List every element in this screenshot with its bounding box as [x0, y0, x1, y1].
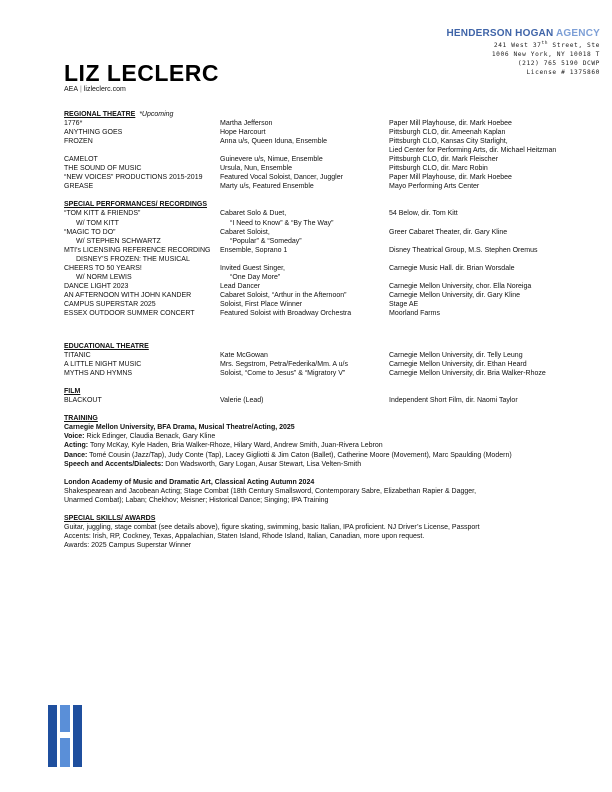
logo-mid-top [60, 705, 70, 732]
table-row [64, 146, 592, 155]
credit-venue: Paper Mill Playhouse, dir. Mark Hoebee [389, 120, 512, 128]
agency-address-sup: th [541, 41, 549, 46]
skills-title: SPECIAL SKILLS/ AWARDS [64, 514, 156, 522]
section-gap [64, 378, 592, 387]
regional-title: REGIONAL THEATRE [64, 111, 136, 118]
table-row [64, 255, 592, 264]
credit-role: Kate McGowan [220, 352, 268, 360]
table-row [64, 128, 592, 137]
regional-note: *Upcoming [139, 111, 174, 118]
credit-role: Invited Guest Singer, [220, 264, 285, 272]
agency-name [447, 28, 601, 39]
credit-role: Featured Vocal Soloist, Dancer, Juggler [220, 174, 343, 182]
training-acting [64, 441, 592, 450]
credit-show: THE SOUND OF MUSIC [64, 165, 142, 173]
table-row [64, 173, 592, 182]
table-row [64, 237, 592, 246]
educational-title: EDUCATIONAL THEATRE [64, 343, 149, 351]
credit-show: CAMELOT [64, 156, 98, 164]
credit-venue: Pittsburgh CLO, dir. Marc Robin [389, 165, 488, 173]
agency-address-post: Street, Ste [548, 42, 600, 50]
voice-teachers: Rick Edinger, Claudia Benack, Gary Kline [86, 433, 216, 441]
agency-address-pre: 241 West 37 [493, 42, 542, 50]
section-film-heading [64, 387, 592, 396]
credit-show: BLACKOUT [64, 397, 102, 405]
table-row [64, 209, 592, 218]
voice-label: Voice: [64, 433, 85, 441]
credit-role: Martha Jefferson [220, 120, 273, 128]
section-gap [64, 505, 592, 514]
resume-body [64, 110, 592, 550]
acting-teachers: Tony McKay, Kyle Haden, Bria Walker-Rhoze, Hilary Ward, Andrew Smith, Juan-Rivera Lebron [89, 442, 383, 450]
credit-role: Marty u/s, Featured Ensemble [220, 183, 314, 191]
table-row [64, 119, 592, 128]
lamda-courses-line2: Unarmed Combat); Laban; Chekhov; Meisner; Historical Dance; Singing; IPA Training [64, 496, 329, 504]
credit-show: DISNEY’S FROZEN: THE MUSICAL [76, 255, 190, 263]
credit-role: Cabaret Soloist, “Arthur in the Afternoon” [220, 291, 347, 299]
credit-show: MYTHS AND HYMNS [64, 370, 133, 378]
credit-role: Valerie (Lead) [220, 397, 264, 405]
credit-show: TITANIC [64, 352, 91, 360]
special-table [64, 209, 592, 318]
credit-role: Anna u/s, Queen Iduna, Ensemble [220, 138, 328, 146]
credit-show: CHEERS TO 50 YEARS! [64, 264, 142, 272]
credit-show: A LITTLE NIGHT MUSIC [64, 361, 142, 369]
table-row [64, 264, 592, 273]
table-row [64, 291, 592, 300]
credit-role: Guinevere u/s, Nimue, Ensemble [220, 156, 323, 164]
training-school-cmu: Carnegie Mellon University, BFA Drama, Musical Theatre/Acting, 2025 [64, 424, 295, 432]
film-table [64, 396, 592, 405]
credit-venue: Paper Mill Playhouse, dir. Mark Hoebee [389, 174, 512, 182]
table-row [64, 228, 592, 237]
credit-role: Cabaret Soloist, [220, 228, 270, 236]
credit-venue: Lied Center for Performing Arts, dir. Michael Heitzman [389, 147, 557, 155]
performer-meta [64, 86, 126, 93]
table-row [64, 137, 592, 146]
credit-venue: Carnegie Music Hall. dir. Brian Worsdale [389, 264, 515, 272]
performer-name: LIZ LECLERC [64, 60, 219, 86]
credit-role: Ensemble, Soprano 1 [220, 246, 288, 254]
agency-header [447, 28, 601, 77]
credit-venue: Carnegie Mellon University, chor. Ella Noreiga [389, 282, 532, 290]
table-row [64, 300, 592, 309]
table-row [64, 396, 592, 405]
credit-venue: Pittsburgh CLO, Kansas City Starlight, [389, 138, 508, 146]
credit-venue: Carnegie Mellon University, dir. Ethan Heard [389, 361, 527, 369]
credit-role: Mrs. Segstrom, Petra/Federika/Mm. A u/s [220, 361, 348, 369]
union-label: AEA [64, 86, 79, 93]
credit-venue: Disney Theatrical Group, M.S. Stephen Oremus [389, 246, 538, 254]
section-educational-heading [64, 342, 592, 351]
credit-show: W/ TOM KITT [76, 219, 119, 227]
agency-name-main: HENDERSON HOGAN [446, 28, 554, 39]
table-row [64, 369, 592, 378]
section-gap [64, 191, 592, 200]
credit-show: MTI’s LICENSING REFERENCE RECORDING [64, 246, 211, 254]
credit-role: “One Day More” [230, 273, 281, 281]
skills-accents: Accents: Irish, RP, Cockney, Texas, Appalachian, Staten Island, Rhode Island, Italian, Canadian, more upon request. [64, 532, 425, 540]
dance-teachers: Tomé Cousin (Jazz/Tap), Judy Conte (Tap), Lacey Gigliotti & Jim Caton (Ballet), Catherine Moore (Movement), Marc Spaulding (Modern) [89, 451, 512, 459]
credit-role: Lead Dancer [220, 282, 261, 290]
logo-right-bar [73, 705, 82, 767]
credit-role: “Popular” & “Someday” [230, 237, 302, 245]
regional-table [64, 119, 592, 191]
credit-role: “I Need to Know” & “By The Way” [230, 219, 334, 227]
website-link[interactable]: lizleclerc.com [83, 86, 126, 93]
credit-show: FROZEN [64, 138, 93, 146]
credit-show: “TOM KITT & FRIENDS” [64, 210, 141, 218]
table-row [64, 246, 592, 255]
credit-role: Featured Soloist with Broadway Orchestra [220, 309, 352, 317]
credit-show: AN AFTERNOON WITH JOHN KANDER [64, 291, 192, 299]
credit-venue: 54 Below, dir. Tom Kitt [389, 210, 458, 218]
skills-awards: Awards: 2025 Campus Superstar Winner [64, 541, 192, 549]
credit-show: W/ NORM LEWIS [76, 273, 132, 281]
agency-license: License # 1375860 [526, 69, 600, 77]
lamda-courses-line1: Shakespearean and Jacobean Acting; Stage Combat (18th Century Smallsword, Contemporary Sabre, Elizabethan Rapier & Dagger, [64, 487, 477, 495]
credit-venue: Moorland Farms [389, 309, 440, 317]
agency-name-accent: AGENCY [556, 28, 600, 39]
film-title: FILM [64, 388, 81, 396]
table-row [64, 219, 592, 228]
training-speech [64, 460, 592, 469]
dance-label: Dance: [64, 451, 88, 459]
section-special-heading [64, 200, 592, 209]
section-regional-heading [64, 110, 592, 119]
credit-role: Cabaret Solo & Duet, [220, 210, 287, 218]
training-title: TRAINING [64, 415, 98, 423]
table-row [64, 182, 592, 191]
section-skills-heading [64, 514, 592, 523]
credit-show: DANCE LIGHT 2023 [64, 282, 129, 290]
section-training-heading [64, 414, 592, 423]
table-row [64, 309, 592, 318]
acting-label: Acting: [64, 442, 89, 450]
speech-teachers: Don Wadsworth, Gary Logan, Ausar Stewart, Lisa Velten-Smith [165, 460, 362, 468]
agency-phone: (212) 765 5190 DCWP [517, 60, 600, 68]
section-gap [64, 405, 592, 414]
table-row [64, 155, 592, 164]
credit-venue: Pittsburgh CLO, dir. Ameenah Kaplan [389, 129, 506, 137]
section-gap [64, 469, 592, 478]
credit-venue: Carnegie Mellon University, dir. Gary Kline [389, 291, 520, 299]
training-school-lamda: London Academy of Music and Dramatic Art, Classical Acting Autumn 2024 [64, 478, 315, 486]
training-voice [64, 432, 592, 441]
agency-logo [48, 705, 82, 767]
speech-label: Speech and Accents/Dialects: [64, 460, 164, 468]
credit-role: Soloist, “Come to Jesus” & “Migratory V” [220, 370, 346, 378]
credit-venue: Carnegie Mellon University, dir. Bria Walker-Rhoze [389, 370, 546, 378]
credit-venue: Mayo Performing Arts Center [389, 183, 480, 191]
credit-venue: Greer Cabaret Theater, dir. Gary Kline [389, 228, 508, 236]
credit-show: W/ STEPHEN SCHWARTZ [76, 237, 161, 245]
credit-show: “NEW VOICES” PRODUCTIONS 2015-2019 [64, 174, 203, 182]
agency-city: 1006 New York, NY 10018 T [491, 51, 600, 59]
table-row [64, 273, 592, 282]
training-dance [64, 451, 592, 460]
credit-show: CAMPUS SUPERSTAR 2025 [64, 300, 156, 308]
table-row [64, 360, 592, 369]
special-title: SPECIAL PERFORMANCES/ RECORDINGS [64, 201, 207, 209]
skills-line1: Guitar, juggling, stage combat (see details above), figure skating, swimming, basic Italian, IPA proficient. NJ Driver’s License, Passport [64, 523, 480, 531]
credit-venue: Stage AE [389, 300, 419, 308]
educational-table [64, 351, 592, 378]
table-row [64, 164, 592, 173]
credit-show: ANYTHING GOES [64, 129, 123, 137]
table-row [64, 282, 592, 291]
logo-mid-bottom [60, 738, 70, 767]
credit-show: GREASE [64, 183, 94, 191]
credit-show: 1776* [64, 120, 83, 128]
credit-show: “MAGIC TO DO” [64, 228, 116, 236]
logo-left-bar [48, 705, 57, 767]
credit-role: Soloist, First Place Winner [220, 300, 303, 308]
credit-venue: Pittsburgh CLO, dir. Mark Fleischer [389, 156, 498, 164]
agency-address [447, 39, 601, 50]
meta-separator: | [80, 86, 82, 93]
credit-role: Hope Harcourt [220, 129, 266, 137]
credit-venue: Carnegie Mellon University, dir. Telly Leung [389, 352, 523, 360]
section-gap [64, 318, 592, 342]
credit-role: Ursula, Nun, Ensemble [220, 165, 292, 173]
credit-show: ESSEX OUTDOOR SUMMER CONCERT [64, 309, 195, 317]
table-row [64, 351, 592, 360]
credit-venue: Independent Short Film, dir. Naomi Taylor [389, 397, 518, 405]
